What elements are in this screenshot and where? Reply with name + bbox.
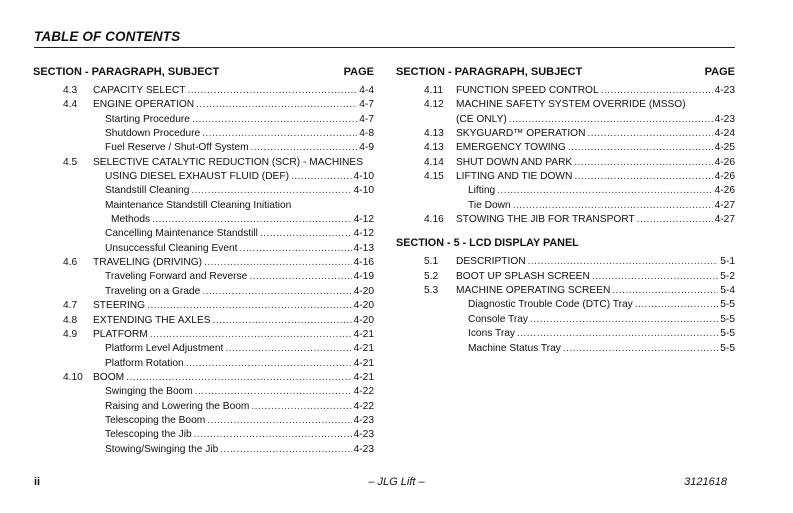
toc-entry-title: Tie Down: [468, 199, 511, 211]
toc-entry-number: [396, 184, 456, 198]
toc-entry: [396, 270, 735, 284]
title-divider: [34, 47, 735, 48]
toc-entry: [396, 342, 735, 356]
dot-leader: [152, 213, 352, 227]
toc-entry: [33, 227, 374, 241]
toc-entry-page: 5-5: [720, 299, 735, 311]
toc-entry-number: [33, 242, 93, 256]
toc-entry-title: FUNCTION SPEED CONTROL: [456, 85, 599, 96]
toc-entry-number: 4.15: [424, 171, 444, 183]
toc-entry-page: 4-21: [353, 357, 374, 369]
toc-entry: [396, 98, 735, 112]
toc-entry-number: [396, 113, 456, 127]
dot-leader: [509, 113, 713, 127]
dot-leader: [563, 342, 718, 356]
toc-entry-number: [33, 227, 93, 241]
toc-entry-number: [33, 141, 93, 155]
toc-entry-title: Platform Rotation: [105, 357, 184, 369]
toc-entry-number: [396, 313, 456, 327]
toc-entry: [33, 428, 374, 442]
toc-entry-page: 4-16: [353, 257, 374, 269]
toc-entry-number: [33, 285, 93, 299]
toc-entry-number: [396, 342, 456, 356]
toc-entry-page: 4-26: [714, 185, 735, 197]
toc-entry-page: 4-27: [714, 214, 735, 226]
toc-entry: [396, 156, 735, 170]
toc-entry: [33, 270, 374, 284]
toc-entry-number: 5.1: [424, 256, 439, 268]
toc-entry: [33, 371, 374, 385]
toc-entry-page: 4-13: [353, 242, 374, 254]
toc-entry-title: Unsuccessful Cleaning Event: [105, 242, 238, 254]
toc-entry-title: MACHINE SAFETY SYSTEM OVERRIDE (MSSO): [456, 99, 686, 111]
dot-leader: [225, 342, 351, 356]
toc-entry-number: 4.7: [63, 300, 78, 312]
toc-entry-page: 4-20: [353, 285, 374, 297]
toc-entry: [396, 141, 735, 155]
toc-entry-page: 4-20: [353, 300, 374, 312]
toc-entry-title: PLATFORM: [93, 328, 148, 340]
toc-entry-title: LIFTING AND TIE DOWN: [456, 171, 573, 183]
toc-entry-page: 5-5: [720, 328, 735, 340]
toc-entry-page: 4-8: [359, 128, 374, 140]
toc-entry: [33, 299, 374, 313]
toc-entry-number: [33, 428, 93, 442]
toc-entry-title: Starting Procedure: [105, 113, 190, 125]
toc-entry-page: 4-4: [359, 85, 374, 96]
toc-entry-number: [33, 385, 93, 399]
toc-entry: [33, 443, 374, 457]
footer-publisher: – JLG Lift –: [368, 476, 425, 488]
toc-entry: [33, 113, 374, 127]
toc-entry-page: 4-12: [353, 228, 374, 240]
column-heading: [396, 64, 735, 80]
toc-entry: [396, 284, 735, 298]
page-title: TABLE OF CONTENTS: [34, 29, 181, 44]
toc-entry-page: 4-10: [353, 171, 374, 183]
toc-entry: [33, 213, 374, 227]
toc-entry-title: Maintenance Standstill Cleaning Initiation: [105, 199, 292, 211]
toc-entry-title: Traveling on a Grade: [105, 285, 201, 297]
toc-entry-number: [33, 113, 93, 127]
toc-entry: [396, 127, 735, 141]
toc-entry-page: 4-25: [714, 142, 735, 154]
toc-entry-title: Raising and Lowering the Boom: [105, 400, 250, 412]
dot-leader: [513, 199, 713, 213]
dot-leader: [196, 98, 357, 112]
toc-entry-number: [33, 443, 93, 457]
dot-leader: [568, 141, 713, 155]
toc-entry-page: 4-12: [353, 214, 374, 226]
toc-entry-title: EMERGENCY TOWING: [456, 142, 566, 154]
toc-entry-number: 4.5: [63, 156, 78, 168]
toc-entry: [33, 314, 374, 328]
dot-leader: [517, 327, 718, 341]
toc-entry: [33, 170, 374, 184]
toc-entry-page: 4-21: [353, 371, 374, 383]
toc-entry-number: 4.16: [424, 214, 444, 226]
toc-entry-title: CAPACITY SELECT: [93, 85, 186, 96]
toc-entry-number: [33, 127, 93, 141]
toc-entry: [33, 156, 374, 170]
dot-leader: [291, 170, 352, 184]
dot-leader: [251, 400, 351, 414]
dot-leader: [587, 127, 712, 141]
toc-entry: [396, 170, 735, 184]
toc-entry-number: [33, 199, 93, 213]
toc-entry-page: 5-2: [720, 270, 735, 282]
toc-entry-number: 4.3: [63, 85, 78, 96]
toc-entry-page: 4-23: [353, 414, 374, 426]
toc-entry: [33, 342, 374, 356]
dot-leader: [528, 255, 719, 269]
toc-entry-title: BOOM: [93, 371, 125, 383]
dot-leader: [240, 242, 352, 256]
toc-entry-title: Stowing/Swinging the Jib: [105, 443, 219, 455]
toc-right-column: [396, 64, 735, 356]
toc-entry-number: 4.10: [63, 371, 83, 383]
toc-entry-number: [396, 298, 456, 312]
toc-entry-title: SKYGUARD™ OPERATION: [456, 128, 586, 140]
dot-leader: [249, 270, 351, 284]
toc-entry-title: Methods: [111, 214, 151, 226]
section-5-heading: SECTION - 5 - LCD DISPLAY PANEL: [396, 237, 579, 250]
dot-leader: [574, 156, 712, 170]
toc-entry-number: 4.11: [424, 85, 444, 96]
toc-entry-page: 4-23: [714, 85, 735, 96]
toc-entry: [396, 213, 735, 227]
toc-entry-title: Telescoping the Boom: [105, 414, 206, 426]
toc-entry: [33, 199, 374, 213]
toc-entry-title: DESCRIPTION: [456, 256, 526, 268]
toc-entry-page: 4-21: [353, 343, 374, 355]
toc-entry-page: 4-23: [353, 443, 374, 455]
toc-entry-page: 5-1: [720, 256, 735, 268]
toc-entry-title: SHUT DOWN AND PARK: [456, 156, 573, 168]
toc-entry: [33, 414, 374, 428]
toc-entry-title: Console Tray: [468, 313, 529, 325]
dot-leader: [202, 285, 351, 299]
toc-entry: [33, 256, 374, 270]
dot-leader: [126, 371, 351, 385]
toc-entry-page: 4-9: [359, 142, 374, 154]
toc-entry-page: 4-23: [714, 113, 735, 125]
dot-leader: [497, 184, 712, 198]
toc-entry-page: 4-10: [353, 185, 374, 197]
toc-entry-number: [33, 357, 93, 371]
column-heading-label: SECTION - PARAGRAPH, SUBJECT: [396, 66, 583, 78]
dot-leader: [147, 299, 352, 313]
toc-entry-title: Cancelling Maintenance Standstill: [105, 228, 258, 240]
toc-left-column: [33, 64, 374, 457]
toc-entry: [396, 255, 735, 269]
toc-entry: [33, 328, 374, 342]
dot-leader: [530, 313, 718, 327]
dot-leader: [195, 385, 352, 399]
toc-entry-title: STEERING: [93, 300, 146, 312]
toc-entry: [33, 357, 374, 371]
toc-entry-title: TRAVELING (DRIVING): [93, 257, 203, 269]
toc-entry-number: 4.14: [424, 156, 444, 168]
toc-entry-number: 4.4: [63, 99, 78, 111]
toc-entry: [33, 184, 374, 198]
toc-entry: [396, 84, 735, 98]
toc-entry-number: 4.13: [424, 128, 444, 140]
toc-entry-title: Fuel Reserve / Shut-Off System: [105, 142, 249, 154]
toc-entry-title: SELECTIVE CATALYTIC REDUCTION (SCR) - MACHINES: [93, 156, 363, 168]
toc-entry: [396, 298, 735, 312]
dot-leader: [592, 270, 718, 284]
toc-entry-title: Traveling Forward and Reverse: [105, 271, 248, 283]
toc-entry-title: USING DIESEL EXHAUST FLUID (DEF): [105, 171, 289, 183]
dot-leader: [194, 428, 352, 442]
dot-leader: [186, 357, 352, 371]
toc-entry-page: 4-23: [353, 429, 374, 441]
toc-list: [396, 84, 735, 227]
toc-entry-page: 5-5: [720, 342, 735, 354]
toc-entry-page: 4-7: [359, 113, 374, 125]
dot-leader: [150, 328, 352, 342]
dot-leader: [192, 113, 357, 127]
toc-entry-number: [33, 414, 93, 428]
toc-entry-page: 4-21: [353, 328, 374, 340]
dot-leader: [601, 84, 713, 98]
toc-entry-title: Lifting: [468, 185, 496, 197]
toc-entry: [396, 313, 735, 327]
toc-entry-number: 4.8: [63, 314, 78, 326]
toc-entry-number: 4.9: [63, 328, 78, 340]
column-heading: [33, 64, 374, 80]
toc-entry-title: STOWING THE JIB FOR TRANSPORT: [456, 214, 635, 226]
toc-entry-number: [33, 213, 93, 227]
toc-entry-title: ENGINE OPERATION: [93, 99, 195, 111]
toc-entry-page: 4-24: [714, 128, 735, 140]
toc-entry-title: Diagnostic Trouble Code (DTC) Tray: [468, 299, 633, 311]
toc-entry-title: MACHINE OPERATING SCREEN: [456, 285, 611, 297]
toc-entry-page: 4-22: [353, 400, 374, 412]
toc-entry-number: 4.6: [63, 257, 78, 269]
dot-leader: [202, 127, 357, 141]
toc-entry-title: Swinging the Boom: [105, 386, 193, 398]
toc-entry-number: 4.12: [424, 99, 444, 111]
toc-entry: [396, 184, 735, 198]
dot-leader: [260, 227, 352, 241]
toc-entry: [33, 141, 374, 155]
toc-entry-number: [33, 170, 93, 184]
toc-entry-title: Telescoping the Jib: [105, 429, 192, 441]
toc-entry-number: 5.3: [424, 285, 439, 297]
toc-entry-number: [396, 327, 456, 341]
toc-entry-page: 5-5: [720, 313, 735, 325]
dot-leader: [635, 298, 719, 312]
toc-entry-number: [33, 342, 93, 356]
toc-entry-title: Standstill Cleaning: [105, 185, 190, 197]
toc-entry-number: [33, 184, 93, 198]
toc-entry-page: 4-22: [353, 386, 374, 398]
toc-entry: [33, 400, 374, 414]
toc-entry-number: [396, 199, 456, 213]
dot-leader: [220, 443, 351, 457]
toc-entry-page: 4-26: [714, 156, 735, 168]
dot-leader: [207, 414, 351, 428]
toc-entry-page: 4-7: [359, 99, 374, 111]
page-heading-label: PAGE: [704, 66, 735, 78]
toc-entry: [33, 84, 374, 98]
toc-entry: [396, 113, 735, 127]
toc-entry-page: 4-20: [353, 314, 374, 326]
toc-entry-title: Platform Level Adjustment: [105, 343, 224, 355]
footer-page-number: ii: [34, 476, 41, 488]
toc-entry: [33, 285, 374, 299]
dot-leader: [187, 84, 357, 98]
column-heading-label: SECTION - PARAGRAPH, SUBJECT: [33, 66, 220, 78]
dot-leader: [637, 213, 713, 227]
toc-entry-page: 4-19: [353, 271, 374, 283]
toc-entry-title: (CE ONLY): [456, 113, 507, 125]
toc-entry: [396, 327, 735, 341]
toc-entry-page: 4-26: [714, 171, 735, 183]
toc-entry-number: 5.2: [424, 270, 439, 282]
dot-leader: [612, 284, 718, 298]
toc-entry-title: Shutdown Procedure: [105, 128, 201, 140]
toc-entry: [33, 385, 374, 399]
toc-entry: [33, 98, 374, 112]
dot-leader: [204, 256, 352, 270]
toc-entry-page: 4-27: [714, 199, 735, 211]
toc-entry: [396, 199, 735, 213]
toc-entry-title: BOOT UP SPLASH SCREEN: [456, 270, 590, 282]
dot-leader: [574, 170, 712, 184]
footer-doc-number: 3121618: [684, 476, 727, 488]
page-heading-label: PAGE: [343, 66, 374, 78]
toc-entry: [33, 127, 374, 141]
toc-entry-title: Machine Status Tray: [468, 342, 561, 354]
toc-entry: [33, 242, 374, 256]
dot-leader: [191, 184, 351, 198]
toc-list: [33, 84, 374, 457]
toc-entry-number: [33, 400, 93, 414]
dot-leader: [251, 141, 358, 155]
toc-entry-page: 5-4: [720, 285, 735, 297]
dot-leader: [213, 314, 352, 328]
toc-entry-number: 4.13: [424, 142, 444, 154]
toc-entry-title: EXTENDING THE AXLES: [93, 314, 211, 326]
toc-entry-number: [33, 270, 93, 284]
toc-entry-title: Icons Tray: [468, 328, 515, 340]
toc-list: [396, 255, 735, 355]
